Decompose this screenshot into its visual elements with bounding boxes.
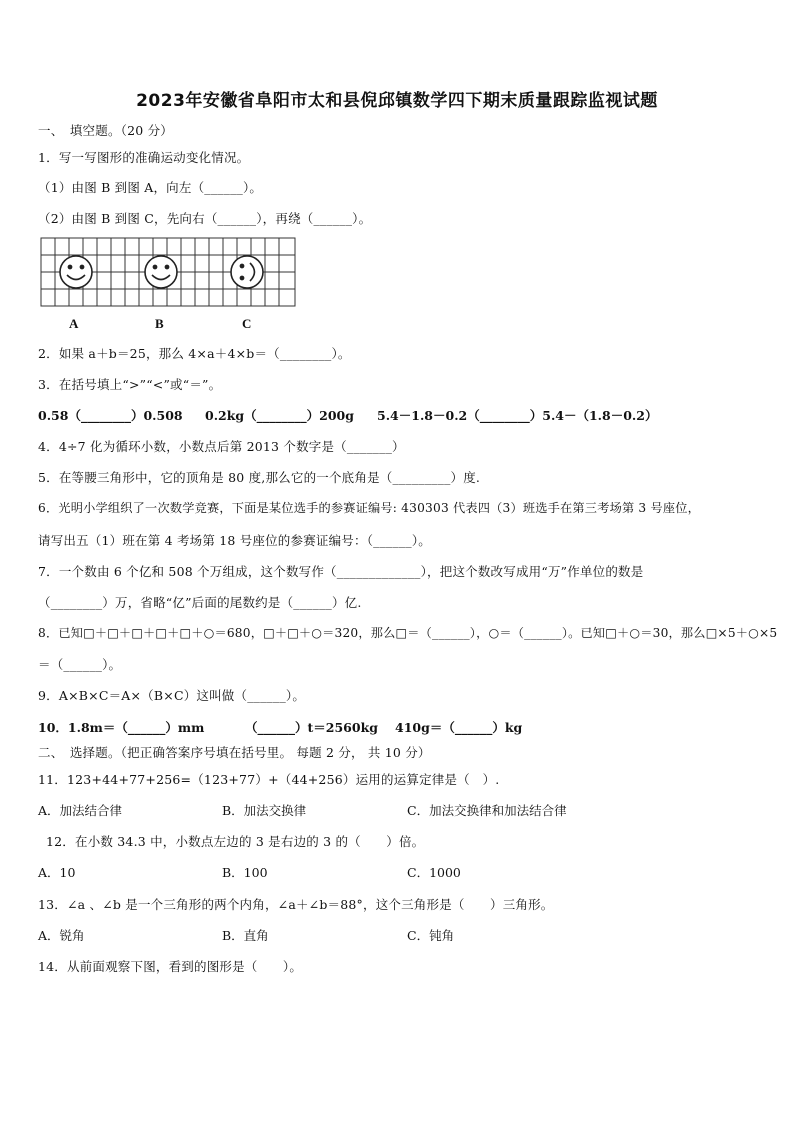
section1-heading: 一、 填空题。（20 分）: [38, 123, 173, 138]
q13-option-a: A．锐角: [38, 928, 85, 943]
q12-option-a: A．10: [38, 865, 76, 880]
q14: 14．从前面观察下图，看到的图形是（ ）。: [38, 959, 303, 974]
section2-heading: 二、 选择题。（把正确答案序号填在括号里。 每题 2 分， 共 10 分）: [38, 745, 431, 760]
q12-option-b: B．100: [222, 865, 268, 880]
figure-label-b: B: [155, 316, 164, 331]
q2: 2．如果 a＋b＝25，那么 4×a＋4×b＝（________）。: [38, 346, 351, 361]
q10-part-2: （______）t＝2560kg: [245, 720, 378, 735]
q7-line1: 7．一个数由 6 个亿和 508 个万组成，这个数写作（_____________），把这个数改写成用“万”作单位的数是: [38, 564, 644, 579]
figure-label-a: A: [69, 316, 79, 331]
smiley-a-icon: [60, 256, 92, 288]
q6-line2: 请写出五（1）班在第 4 考场第 18 号座位的参赛证编号：（______）。: [38, 533, 432, 548]
q12-option-c: C．1000: [407, 865, 461, 880]
q8-line1: 8．已知□＋□＋□＋□＋□＋○＝680，□＋□＋○＝320，那么□＝（______），○＝（______）。已知□＋○＝30，那么□×5＋○×5: [38, 626, 778, 640]
q3-part-1: 0.58（________）0.508: [38, 408, 183, 423]
q11-option-b: B．加法交换律: [222, 803, 307, 818]
q13-option-c: C．钝角: [407, 928, 455, 943]
q11-stem: 11．123+44+77+256=（123+77）+（44+256）运用的运算定律是（ ）.: [38, 772, 500, 787]
q6-line1: 6．光明小学组织了一次数学竞赛，下面是某位选手的参赛证编号: 430303 代表四（3）班选手在第三考场第 3 号座位，: [38, 501, 701, 515]
q1-stem: 1．写一写图形的准确运动变化情况。: [38, 150, 250, 165]
q9: 9．A×B×C＝A×（B×C）这叫做（______）。: [38, 688, 306, 703]
q7-line2: （________）万，省略“亿”后面的尾数约是（______）亿.: [38, 595, 362, 610]
q10-part-1: 10．1.8m＝（______）mm: [38, 720, 205, 735]
q8-line2: ＝（______）。: [38, 657, 122, 672]
page-title: 2023年安徽省阜阳市太和县倪邱镇数学四下期末质量跟踪监视试题: [136, 91, 658, 111]
q13-stem: 13．∠a 、∠b 是一个三角形的两个内角，∠a＋∠b＝88°，这个三角形是（ ）三角形。: [38, 897, 554, 912]
q1-sub1: （1）由图 B 到图 A，向左（______）。: [38, 180, 263, 195]
q3-part-3: 5.4－1.8－0.2（________）5.4－（1.8－0.2）: [377, 408, 658, 423]
q1-sub2: （2）由图 B 到图 C，先向右（______），再绕（______）。: [38, 211, 372, 226]
q5: 5．在等腰三角形中，它的顶角是 80 度,那么它的一个底角是（_________）度.: [38, 470, 481, 485]
figure-label-c: C: [242, 316, 252, 331]
q3-stem: 3．在括号填上“>”“<”或“＝”。: [38, 377, 222, 392]
q11-option-a: A．加法结合律: [38, 803, 123, 818]
smiley-c-rotated-icon: [231, 256, 263, 288]
grid-figure: [40, 237, 296, 307]
q3-part-2: 0.2kg（________）200g: [205, 408, 354, 423]
q12-stem: 12．在小数 34.3 中，小数点左边的 3 是右边的 3 的（ ）倍。: [46, 834, 425, 849]
smiley-b-icon: [145, 256, 177, 288]
q10-part-3: 410g＝（______）kg: [395, 720, 523, 735]
q11-option-c: C．加法交换律和加法结合律: [407, 803, 567, 818]
q4: 4．4÷7 化为循环小数，小数点后第 2013 个数字是（_______）: [38, 439, 405, 454]
q13-option-b: B．直角: [222, 928, 269, 943]
